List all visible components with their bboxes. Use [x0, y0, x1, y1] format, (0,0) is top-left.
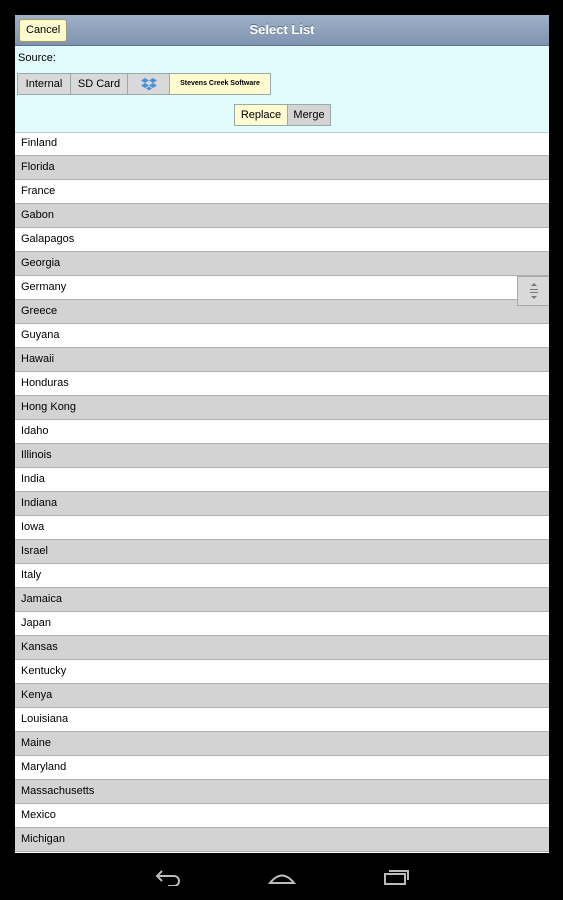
list-item[interactable]: Massachusetts	[15, 780, 549, 804]
tab-sd-card[interactable]: SD Card	[71, 73, 128, 95]
list-item[interactable]: Maryland	[15, 756, 549, 780]
back-icon	[154, 868, 182, 886]
list-item[interactable]: Hawaii	[15, 348, 549, 372]
scroll-handle[interactable]	[517, 276, 549, 306]
list-item[interactable]: Greece	[15, 300, 549, 324]
list-item[interactable]: Maine	[15, 732, 549, 756]
list-item[interactable]: Mexico	[15, 804, 549, 828]
list-item[interactable]: Kentucky	[15, 660, 549, 684]
title-bar	[15, 15, 549, 46]
home-button[interactable]	[262, 863, 302, 891]
tab-dropbox[interactable]	[128, 73, 170, 95]
list-item[interactable]: Idaho	[15, 420, 549, 444]
app-window	[15, 15, 549, 853]
list-item[interactable]: Iowa	[15, 516, 549, 540]
page-title: Select List	[249, 22, 315, 37]
list-item[interactable]: France	[15, 180, 549, 204]
recents-icon	[382, 869, 410, 885]
list-item[interactable]: Guyana	[15, 324, 549, 348]
list-item[interactable]: Honduras	[15, 372, 549, 396]
source-panel	[15, 46, 549, 133]
list-item[interactable]: Kenya	[15, 684, 549, 708]
source-tabs	[17, 73, 271, 95]
back-button[interactable]	[148, 863, 188, 891]
cancel-button[interactable]: Cancel	[19, 19, 67, 42]
list-item[interactable]: Japan	[15, 612, 549, 636]
list-item[interactable]: Georgia	[15, 252, 549, 276]
list-item[interactable]: Galapagos	[15, 228, 549, 252]
list-item[interactable]: Germany	[15, 276, 549, 300]
replace-button[interactable]: Replace	[234, 104, 288, 126]
recents-button[interactable]	[376, 863, 416, 891]
drag-handle-icon	[529, 282, 539, 300]
list-item[interactable]: Kansas	[15, 636, 549, 660]
system-nav-bar	[0, 853, 563, 900]
list-item[interactable]: Hong Kong	[15, 396, 549, 420]
tab-internal[interactable]: Internal	[17, 73, 71, 95]
home-icon	[268, 870, 296, 884]
source-label: Source:	[18, 52, 56, 64]
tab-stevens-creek[interactable]: Stevens Creek Software	[170, 73, 271, 95]
list-item[interactable]: India	[15, 468, 549, 492]
list-item[interactable]: Louisiana	[15, 708, 549, 732]
merge-button[interactable]: Merge	[288, 104, 331, 126]
list-item[interactable]: Illinois	[15, 444, 549, 468]
list-item[interactable]: Jamaica	[15, 588, 549, 612]
list-item[interactable]: Israel	[15, 540, 549, 564]
list-item[interactable]: Florida	[15, 156, 549, 180]
country-list	[15, 132, 549, 852]
mode-tabs	[234, 104, 331, 126]
list-item[interactable]: Gabon	[15, 204, 549, 228]
dropbox-icon	[141, 77, 157, 91]
list-item[interactable]: Italy	[15, 564, 549, 588]
list-item[interactable]: Michigan	[15, 828, 549, 852]
list-item[interactable]: Finland	[15, 132, 549, 156]
list-item[interactable]: Indiana	[15, 492, 549, 516]
